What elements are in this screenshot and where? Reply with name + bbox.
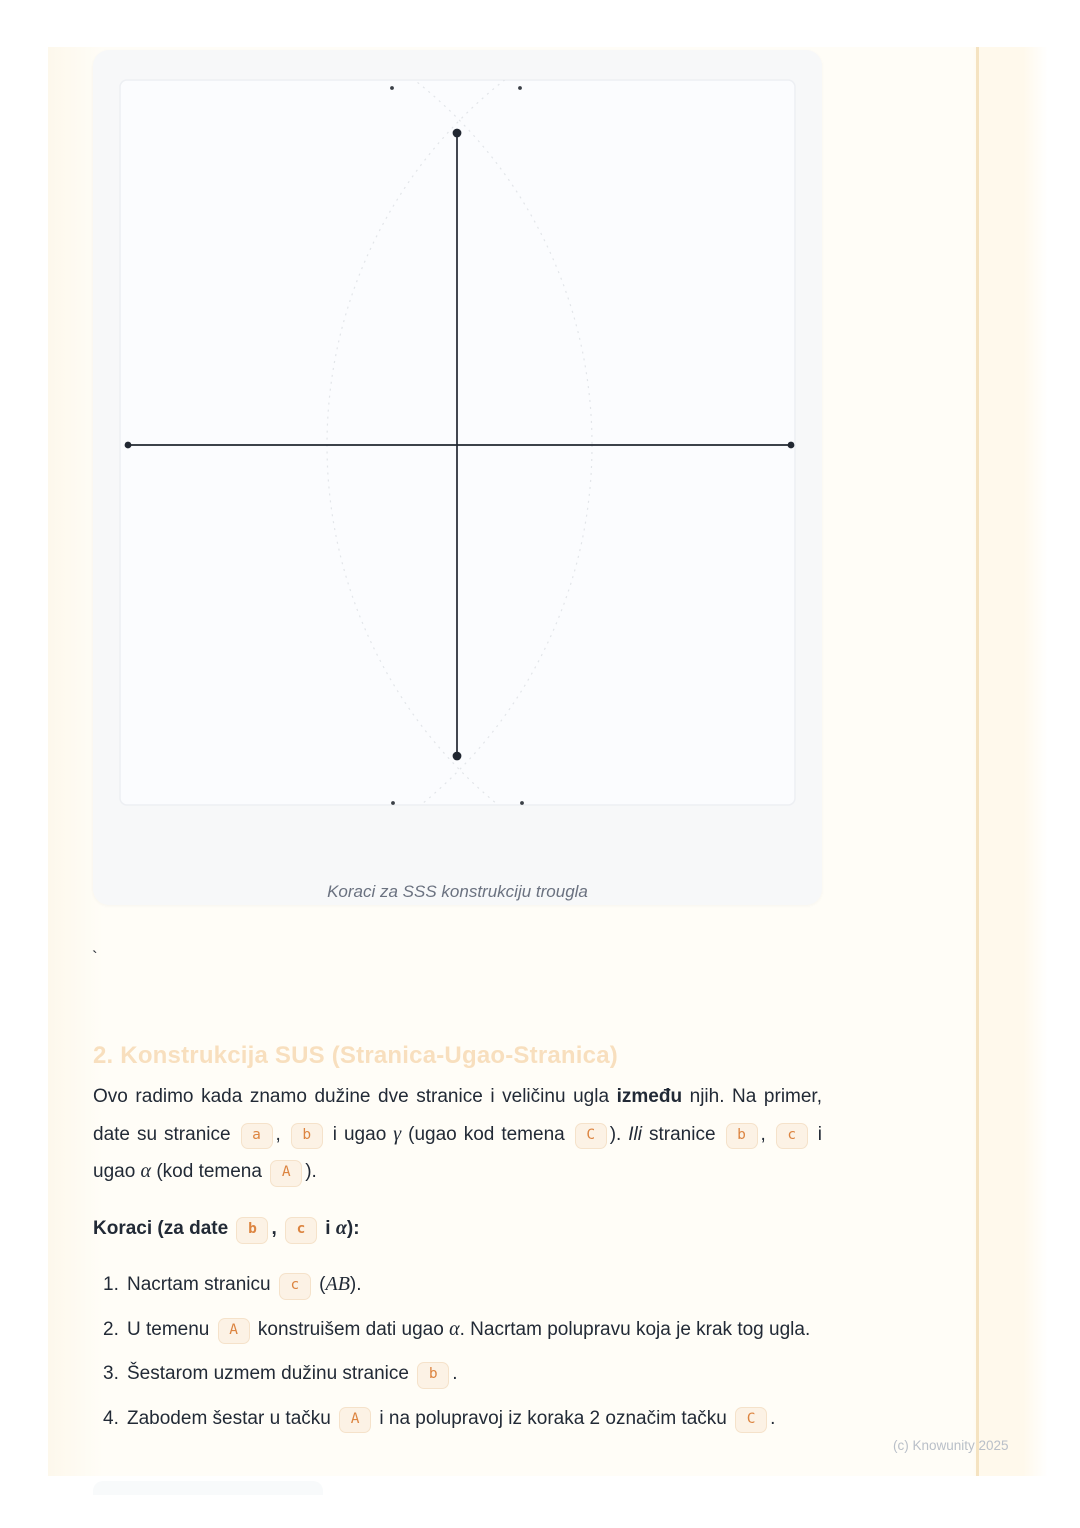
sss-construction-diagram — [93, 50, 822, 905]
greek-alpha: α — [140, 1160, 152, 1182]
inline-code-C2: C — [735, 1407, 767, 1434]
figure-caption: Koraci za SSS konstrukciju trougla — [327, 882, 588, 901]
inline-code-c3: c — [279, 1273, 311, 1300]
list-number: 3. — [103, 1363, 119, 1384]
stray-backtick: ` — [92, 948, 98, 967]
inline-code-A: A — [270, 1160, 302, 1187]
inline-code-c2: c — [285, 1217, 317, 1244]
list-text: U temenu A konstruišem dati ugao α. Nacrtam polupravu koja je krak tog ugla. — [127, 1311, 853, 1349]
math-AB: AB — [325, 1273, 350, 1295]
list-text: Zabodem šestar u tačku A i na polupravoj iz koraka 2 označim tačku C . — [127, 1400, 853, 1438]
inline-code-A2: A — [218, 1318, 250, 1345]
list-item-2 — [93, 1311, 853, 1349]
steps-list — [93, 1266, 853, 1444]
list-text: Šestarom uzmem dužinu stranice b . — [127, 1355, 853, 1393]
paragraph-text: Ovo radimo kada znamo dužine dve stranice i veličinu ugla — [93, 1086, 617, 1107]
inline-code-a: a — [241, 1123, 273, 1150]
inline-code-c: c — [776, 1123, 808, 1150]
list-number: 1. — [103, 1274, 119, 1295]
list-item-4 — [93, 1400, 853, 1438]
inline-code-b3: b — [236, 1217, 268, 1244]
inline-code-A3: A — [339, 1407, 371, 1434]
inline-code-b4: b — [417, 1362, 449, 1389]
intro-paragraph: Ovo radimo kada znamo dužine dve stranice i veličinu ugla između njih. Na primer, date su stranice a , b i ugao γ (ugao kod temena C ). Ili stranice b , c i ugao α (kod temena A ). — [93, 1078, 822, 1191]
bold-izmedu: između — [616, 1086, 683, 1107]
greek-gamma: γ — [393, 1122, 402, 1145]
figure-card — [93, 50, 822, 905]
inline-code-C: C — [575, 1123, 607, 1150]
greek-alpha-2: α — [335, 1217, 347, 1239]
inline-code-b: b — [291, 1123, 323, 1150]
list-text: Nacrtam stranicu c (AB). — [127, 1266, 853, 1304]
copyright-note: (c) Knowunity 2025 — [893, 1438, 1009, 1453]
section-heading: 2. Konstrukcija SUS (Stranica-Ugao-Stranica) — [93, 1041, 618, 1069]
list-item-3 — [93, 1355, 853, 1393]
notebook-margin-line — [976, 47, 979, 1476]
italic-ili: Ili — [628, 1123, 643, 1145]
steps-intro: Koraci (za date b , c i α): — [93, 1210, 822, 1247]
list-item-1 — [93, 1266, 853, 1304]
inline-code-b2: b — [726, 1123, 758, 1150]
greek-alpha-3: α — [449, 1317, 460, 1340]
next-figure-card-sliver — [93, 1481, 323, 1495]
list-number: 4. — [103, 1407, 119, 1429]
list-number: 2. — [103, 1318, 119, 1340]
